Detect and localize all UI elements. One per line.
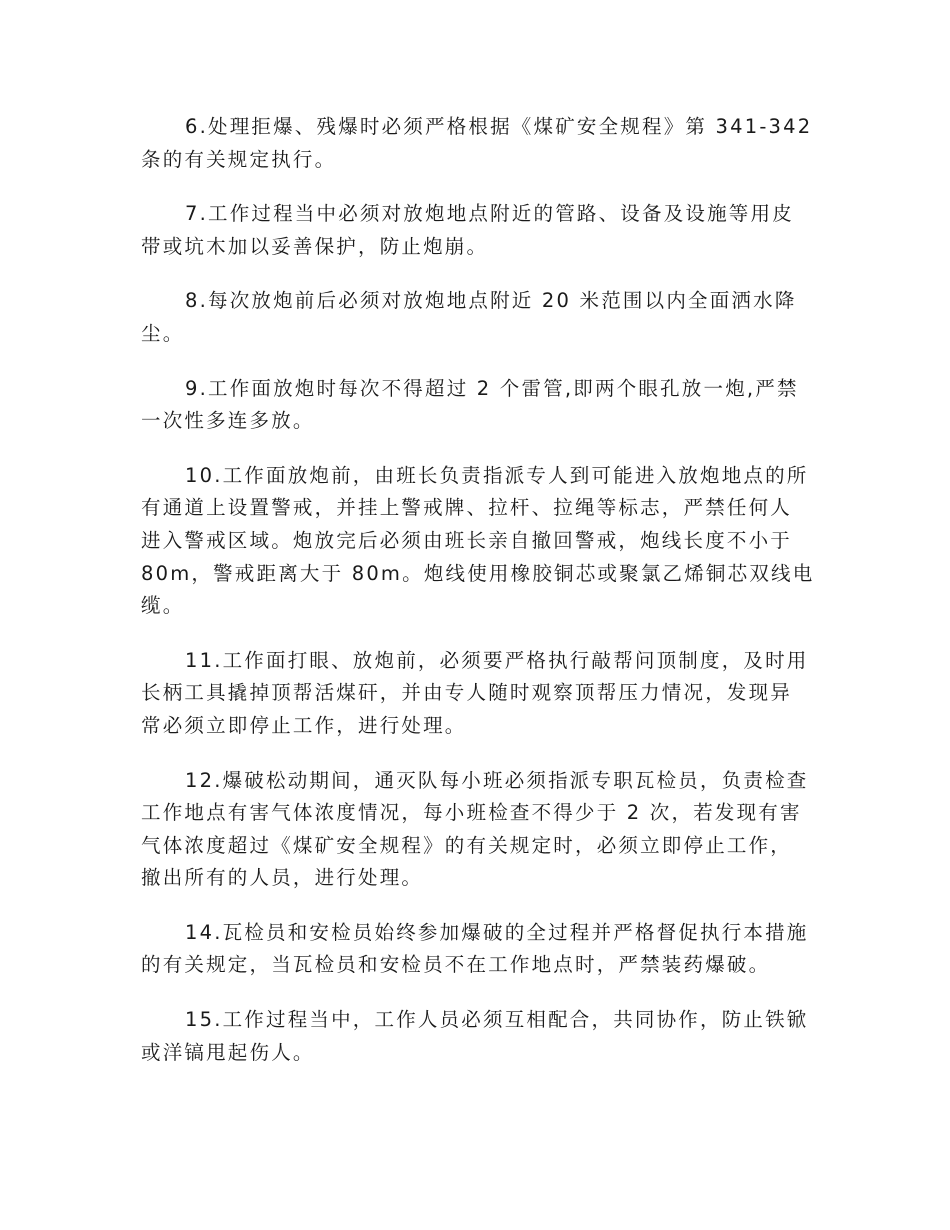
paragraph-line: 带或坑木加以妥善保护，防止炮崩。 (141, 234, 489, 258)
paragraph-line: 80m，警戒距离大于 80m。炮线使用橡胶铜芯或聚氯乙烯铜芯双线电 (141, 561, 815, 585)
paragraph-line: 15.工作过程当中，工作人员必须互相配合，共同协作，防止铁锨 (185, 1008, 809, 1032)
paragraph-line: 缆。 (141, 594, 185, 618)
paragraph-line: 7.工作过程当中必须对放炮地点附近的管路、设备及设施等用皮 (185, 202, 794, 226)
paragraph-line: 12.爆破松动期间，通灭队每小班必须指派专职瓦检员，负责检查 (185, 768, 809, 792)
paragraph-line: 10.工作面放炮前，由班长负责指派专人到可能进入放炮地点的所 (185, 463, 809, 487)
paragraph-10 (141, 460, 815, 623)
paragraph-8 (141, 285, 811, 350)
paragraph-11 (141, 645, 811, 743)
paragraph-line: 有通道上设置警戒，并挂上警戒牌、拉杆、拉绳等标志，严禁任何人 (141, 496, 793, 520)
paragraph-line: 尘。 (141, 321, 185, 345)
paragraph-line: 长柄工具撬掉顶帮活煤矸，并由专人随时观察顶帮压力情况，发现异 (141, 681, 793, 705)
paragraph-15 (141, 1004, 811, 1069)
paragraph-line: 常必须立即停止工作，进行处理。 (141, 713, 467, 737)
document-body (141, 111, 815, 1091)
paragraph-line: 8.每次放炮前后必须对放炮地点附近 20 米范围以内全面洒水降 (185, 289, 797, 313)
paragraph-line: 9.工作面放炮时每次不得超过 2 个雷管,即两个眼孔放一炮,严禁 (185, 376, 799, 400)
paragraph-9 (141, 373, 811, 438)
paragraph-line: 6.处理拒爆、残爆时必须严格根据《煤矿安全规程》第 341-342 (185, 115, 813, 138)
paragraph-line: 或洋镐甩起伤人。 (141, 1040, 315, 1064)
paragraph-line: 进入警戒区域。炮放完后必须由班长亲自撤回警戒，炮线长度不小于 (141, 528, 793, 552)
paragraph-7 (141, 198, 811, 263)
paragraph-14 (141, 917, 811, 982)
paragraph-12 (141, 765, 811, 895)
paragraph-line: 撤出所有的人员，进行处理。 (141, 866, 424, 890)
paragraph-line: 一次性多连多放。 (141, 409, 315, 433)
paragraph-line: 14.瓦检员和安检员始终参加爆破的全过程并严格督促执行本措施 (185, 920, 809, 944)
paragraph-line: 条的有关规定执行。 (141, 147, 337, 171)
paragraph-line: 11.工作面打眼、放炮前，必须要严格执行敲帮问顶制度，及时用 (185, 648, 809, 672)
paragraph-line: 工作地点有害气体浓度情况，每小班检查不得少于 2 次，若发现有害 (141, 801, 802, 825)
paragraph-6 (141, 111, 811, 176)
paragraph-line: 气体浓度超过《煤矿安全规程》的有关规定时，必须立即停止工作， (141, 833, 793, 857)
paragraph-line: 的有关规定，当瓦检员和安检员不在工作地点时，严禁装药爆破。 (141, 953, 771, 977)
